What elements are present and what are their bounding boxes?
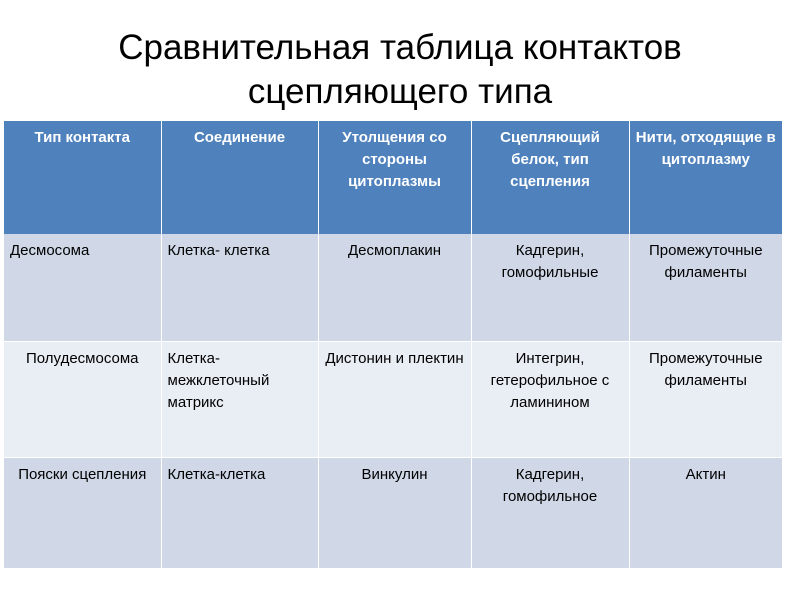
table-row — [4, 341, 782, 457]
cell-adhesion-protein: Кадгерин, гомофильное — [471, 457, 629, 568]
slide-title — [0, 26, 800, 114]
cell-adhesion-protein: Кадгерин, гомофильные — [471, 234, 629, 341]
header-thickenings: Утолщения со стороны цитоплазмы — [318, 121, 471, 234]
cell-thickenings: Десмоплакин — [318, 234, 471, 341]
header-adhesion-protein: Сцепляющий белок, тип сцепления — [471, 121, 629, 234]
table-row — [4, 457, 782, 568]
cell-filaments: Промежуточные филаменты — [629, 341, 782, 457]
title-line-1: Сравнительная таблица контактов — [118, 28, 682, 67]
cell-connection: Клетка- клетка — [161, 234, 318, 341]
cell-adhesion-protein: Интегрин, гетерофильное с ламинином — [471, 341, 629, 457]
cell-connection: Клетка-клетка — [161, 457, 318, 568]
title-line-2: сцепляющего типа — [247, 72, 553, 111]
table-row — [4, 234, 782, 341]
cell-filaments: Промежуточные филаменты — [629, 234, 782, 341]
cell-thickenings: Винкулин — [318, 457, 471, 568]
cell-contact-type: Полудесмосома — [4, 341, 161, 457]
table-header-row — [4, 121, 782, 234]
header-contact-type: Тип контакта — [4, 121, 161, 234]
header-connection: Соединение — [161, 121, 318, 234]
header-filaments: Нити, отходящие в цитоплазму — [629, 121, 782, 234]
cell-filaments: Актин — [629, 457, 782, 568]
comparison-table — [4, 121, 782, 568]
cell-thickenings: Дистонин и плектин — [318, 341, 471, 457]
cell-contact-type: Пояски сцепления — [4, 457, 161, 568]
cell-connection: Клетка-межклеточный матрикс — [161, 341, 318, 457]
cell-contact-type: Десмосома — [4, 234, 161, 341]
